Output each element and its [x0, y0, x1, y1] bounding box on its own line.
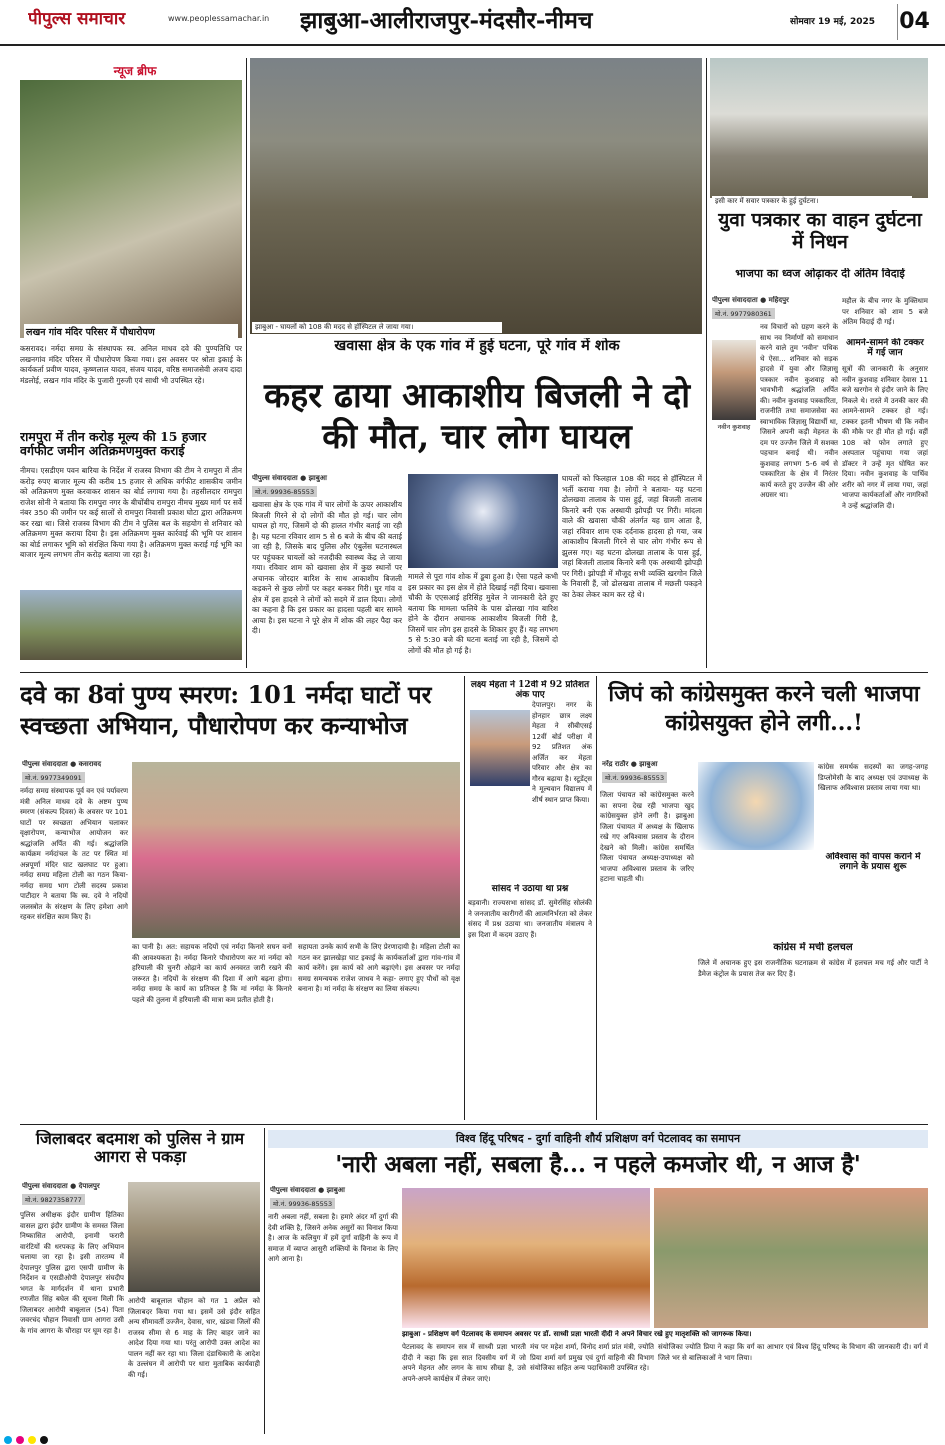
lightning-headline: कहर ढाया आकाशीय बिजली ने दो की मौत, चार लोग घायल: [263, 376, 691, 457]
column-divider: [464, 676, 465, 1120]
section-title: झाबुआ-आलीराजपुर-मंदसौर-नीमच: [300, 7, 593, 34]
rampura-story: नीमच। एसडीएम पवन बारिया के निर्देश में राजस्व विभाग की टीम ने रामपुरा में तीन करोड़ रुपए बाजार मूल्य की करीब 15 हजार से अधिक वर्गफीट शासकीय जमीन को अतिक्रमण मुक्त करवाकर शासन का बोर्ड लगाया गया है। तहसीलदार रामपुरा राजेश सोनी ने बताया कि रामपुरा नगर के बीचोंबीच रामपुरा नीमच मुख्य मार्ग पर सर्वे नंबर 350 की जमीन पर कई सालों से रामपुरा निवासी प्रकाश घोटा द्वारा अतिक्रमण कर रखा था। जिसे राजस्व विभाग की टीम ने पुलिस बल के सहयोग से शनिवार को अतिक्रमण मुक्त कराया दिया है। इस अतिक्रमण मुक्त कार्रवाई की भूमि पर शासन का बोर्ड लगाकर भूमि को संरक्षित किया गया है। अतिक्रमण मुक्त कराई गई भूमि का बाजार मूल्य लगभग तीन करोड़ बताया जा रहा है।: [20, 466, 242, 559]
vhp-banner: विश्व हिंदू परिषद - दुर्गा वाहिनी शौर्य प्रशिक्षण वर्ग पेटलावद का समापन: [268, 1130, 928, 1148]
car-photo-caption: इसी कार में सवार पत्रकार के हुई दुर्घटना।: [712, 196, 912, 207]
mp-question-story: बड़वानी। राज्यसभा सांसद डॉ. सुमेरसिंह सोलंकी ने जनजातीय कारीगरों की आत्मनिर्भरता को लेकर संसद में प्रश्न उठाया था। जनजातीय मंत्रालय ने इस दिशा में कदम उठाए हैं।: [468, 899, 592, 939]
car-accident-photo: [710, 58, 928, 198]
vhp-stage-photo: [402, 1188, 650, 1328]
vhp-mobile: मो.नं. 99936-85553: [270, 1198, 335, 1209]
lightning-col3: घायलों को फिलहाल 108 की मदद से हॉस्पिटल में भर्ती कराया गया है। लोगों ने बताया- यह घटना ढोलखवा तालाब के पास हुई, जहां बिजली तालाब किनारे बनी एक अस्थायी झोपड़ी पर गिरी। मांदला वाले की खवासा चौकी अंतर्गत यह ग्राम आता है, जहां रविवार शाम एक दर्दनाक हादसा हो गया, जब आकाशीय बिजली गिरने से चार लोग गंभीर रूप से झुलस गए। यह घटना ढोलखा तालाब के पास हुई, जहां बिजली तालाब किनारे बनी एक अस्थायी झोपड़ी पर गिरी। झोपड़ी में मौजूद सभी व्यक्ति खरगोन जिले के निवासी हैं, जो ढोलखवा तालाब में मछली पकड़ने का ठेका लेकर काम कर रहे थे।: [562, 474, 702, 599]
lightning-col2: मामले से पूरा गांव शोक में डूबा हुआ है। ऐसा पहले कभी इस प्रकार का इस क्षेत्र में होते दिखाई नहीं दिया। खवासा चौकी के एएसआई हरिसिंह मुवेल ने जानकारी देते हुए बताया कि मामला फलिये के पास ढोलखा गांव बारिश होने के दौरान अचानक आकाशीय बिजली गिरी है, जिसमें चार लोग इस हादसे के शिकार हुए हैं। यह लगभग 5 से 5:30 बजे की घटना बताई जा रही है, जिसमें दो लोगों की मौत हो गई है।: [408, 572, 558, 655]
lightning-byline: पीपुल्स संवाददाता ● झाबुआ: [252, 474, 327, 482]
criminal-story: पुलिस अधीक्षक इंदौर ग्रामीण हितिका वासल द्वारा इंदौर ग्रामीण के समस्त जिला निष्कासित आरोपी, इनामी फरारी वारंटियों की धरपकड़ के लिए अभियान चलाया जा रहा है। इसी तारतम्य में देपालपुर पुलिस द्वारा एसपी ग्रामीण के निर्देशन व एसडीओपी देपालपुर संघदीप भगत के मार्गदर्शन में थाना प्रभारी रणजीत सिंह बघेल की सूचना मिली कि जिलाबदर आरोपी बाबूलाल (54) पिता जवरचंद चौहान निवासी ग्राम आगरा उसी के गांव आगरा के चौराहा पर घूम रहा है।: [20, 1211, 124, 1335]
registration-mark: [28, 1436, 36, 1444]
lightning-col1: खवासा क्षेत्र के एक गांव में चार लोगों के ऊपर आकाशीय बिजली गिरने से दो लोगों की मौत हो गई। चार लोग घायल हो गए, जिसमें दो की हालत गंभीर बताई जा रही है। यह घटना रविवार शाम 5 से 6 बजे के बीच की बताई जा रही है, जिसके बाद पुलिस और एंबुलेंस घटनास्थल पर पहुंचकर घायलों को नजदीकी स्वास्थ्य केंद्र ले जाया गया। रविवार शाम को खवासा क्षेत्र में कुछ स्थानों पर अचानक जोरदार बारिश के साथ आकाशीय बिजली कड़कने से कुछ लोगों पर कहर बनकर गिरी। घुर गांव व क्षेत्र में इस हादसे ने लोगों को सदमे में डाल दिया। लोगों का कहना है कि इस प्रकार का हादसा पहली बार सामने आया है। इस घटना ने पूरे क्षेत्र में शोक की लहर पैदा कर दी।: [252, 500, 402, 635]
congress-col1: जिला पंचायत को कांग्रेसमुक्त करने का सपना देख रही भाजपा खुद कांग्रेसयुक्त होने लगी है। झाबुआ जिला पंचायत में अध्यक्ष के खिलाफ रखे गए अविश्वास प्रस्ताव के दौरान देखने को मिली। कांग्रेस समर्थित जिला पंचायत अध्यक्ष-उपाध्यक्ष को भाजपा अविश्वास प्रस्ताव के जरिए हटाना चाहती थी।: [600, 791, 694, 883]
portrait-caption: नवीन कुशवाह: [717, 423, 751, 431]
masthead: [0, 0, 945, 46]
journalist-subhead: भाजपा का ध्वज ओढ़ाकर दी अंतिम विदाई: [735, 268, 905, 280]
vhp-byline: पीपुल्स संवाददाता ● झाबुआ: [270, 1186, 345, 1194]
vhp-photo-caption: झाबुआ - प्रशिक्षण वर्ग पेटलावद के समापन अवसर पर डॉ. साध्वी प्रज्ञा भारती दीदी ने अपने विचार रखे हुए मातृशक्ति को जागरूक किया।: [402, 1330, 752, 1338]
registration-mark: [4, 1436, 12, 1444]
vhp-col4: संयोजिका ज्योति प्रिया ने कहा कि वर्ग का आभार एवं विश्व हिंदू परिषद के विभाग की जानकारी दी। वर्ग में जिले भर से बालिकाओं ने भाग लिया।: [658, 1343, 928, 1362]
vhp-drill-photo: [654, 1188, 928, 1328]
site-url: www.peoplessamachar.in: [168, 14, 270, 23]
journalist-col2: महौल के बीच नगर के मुक्तिधाम पर शनिवार को शाम 5 बजे अंतिम विदाई दी गई।: [842, 297, 928, 326]
column-divider: [246, 58, 247, 668]
issue-date: सोमवार 19 मई, 2025: [790, 17, 876, 27]
plantation-photo: [20, 80, 242, 338]
collision-subhead: आमने-सामने की टक्कर में गई जान: [846, 338, 924, 359]
cleanliness-mobile: मो.नं. 9977349091: [22, 772, 85, 783]
journalist-mobile: मो.नं. 9977980361: [712, 308, 775, 319]
congress-illustration: [698, 762, 814, 850]
row-divider: [20, 672, 928, 673]
criminal-byline: पीपुल्स संवाददाता ● देपालपुर: [22, 1182, 100, 1190]
rampura-photo: [20, 590, 242, 660]
lightning-mobile: मो.नं. 99936-85553: [252, 486, 317, 497]
registration-mark: [16, 1436, 24, 1444]
lightning-kicker: खवासा क्षेत्र के एक गांव में हुई घटना, पूरे गांव में शोक: [334, 338, 620, 354]
journalist-byline: पीपुल्स संवाददाता ● महिदपुर: [712, 296, 789, 304]
congress-headline: जिपं को कांग्रेसमुक्त करने चली भाजपा कांग्रेसयुक्त होने लगी...!: [608, 681, 920, 736]
registration-mark: [40, 1436, 48, 1444]
congress-col2: कांग्रेस समर्थक सदस्यों का जगह-जगह डिप्लोमेसी के बाद अध्यक्ष एवं उपाध्यक्ष के खिलाफ अविश्वास प्रस्ताव लाया गया था।: [818, 763, 928, 792]
congress-byline: नरेंद्र राठौर ● झाबुआ: [602, 760, 658, 768]
brief-label: न्यूज ब्रीफ: [113, 64, 157, 78]
cleanliness-byline: पीपुल्स संवाददाता ● कसरावद: [22, 760, 102, 768]
rescue-photo: [250, 58, 702, 334]
logo: पीपुल्स समाचार: [28, 9, 126, 29]
rampura-headline: रामपुरा में तीन करोड़ मूल्य की 15 हजार वर्गफीट जमीन अतिक्रमणमुक्त कराई: [20, 430, 207, 459]
plantation-story: कसरावद। नर्मदा समग्र के संस्थापक स्व. अनिल माधव दवे की पुण्यतिथि पर लखनगांव मंदिर परिसर में पौधारोपण किया गया। इस अवसर पर श्रोता इकाई के कार्यकर्ता प्रवीण यादव, कृष्णलाल यादव, संजय यादव, वरिष्ठ समाजसेवी अजय दादा मंडलोई, लखन गांव मंदिर के पुजारी गुरुजी एवं साथी भी उपस्थित रहे।: [20, 344, 242, 385]
vhp-col1: नारी अबला नहीं, सबला है। हमारे अंदर माँ दुर्गा की देवी शक्ति है, जिसने अनेक असुरों का विनाश किया है। आज के कलियुग में हमें दुर्गा वाहिनी के रूप में समाज में व्याप्त आसुरी शक्तियों के विनाश के लिए आगे आना है।: [268, 1213, 398, 1263]
news-brief: [20, 58, 242, 646]
cleanliness-col1: नर्मदा समग्र संस्थापक पूर्व वन एवं पर्यावरण मंत्री अनिल माधव दवे के अष्टम पुण्य स्मरण (संकल्प दिवस) के अवसर पर 101 घाटों पर स्वच्छता अभियान चलाकर वृक्षारोपण, कन्याभोज आयोजन कर श्रद्धांजलि अर्पित की गई। श्रद्धांजलि कार्यक्रम नर्मदांचल के तट पर स्थित मां अन्नपूर्णा मंदिर घाट खलघाट पर हुआ। नर्मदा समग्र महिला टोली का गठन किया-नर्मदा समग्र भाग टोली सदस्य प्रकाश पाटीदार ने बताया कि स्व. दवे ने नदियों जलस्त्रोत के संरक्षण के लिए हमेशा आगे रहकर संरक्षित काम किए हैं।: [20, 787, 128, 921]
vhp-col3: मंच पर महेश शर्मा, विनोद शर्मा प्रांत मंत्री, ज्योति प्रिया शर्मा वर्ग प्रमुख एवं दुर्गा वाहिनी की विभाग संयोजिका सहित अन्य पदाधिकारी उपस्थित रहे।: [530, 1343, 654, 1372]
cleanliness-headline: दवे का 8वां पुण्य स्मरण: 101 नर्मदा घाटों पर स्वच्छता अभियान, पौधारोपण कर कन्याभोज: [20, 680, 432, 740]
criminal-headline: जिलाबदर बदमाश को पुलिस ने ग्राम आगरा से पकड़ा: [35, 1130, 245, 1167]
criminal-story-2: आरोपी बाबूलाल चौहान को गत 1 अप्रैल को जिलाबदर किया गया था। इसमें उसे इंदौर सहित अन्य सीमावर्ती उज्जैन, देवास, धार, खंडवा जिलों की राजस्व सीमा से 6 माह के लिए बाहर जाने का आदेश दिया गया था। परंतु आरोपी उक्त आदेश का पालन नहीं कर रहा था। जिला दंडाधिकारी के आदेश के उल्लंघन में आरोपी पर धारा मुताबिक कार्यवाही की गई।: [128, 1297, 260, 1379]
page-number: 04: [897, 4, 931, 40]
group-photo: [132, 762, 460, 938]
column-divider: [596, 676, 597, 1120]
column-divider: [706, 58, 707, 668]
journalist-headline: युवा पत्रकार का वाहन दुर्घटना में निधन: [718, 210, 922, 253]
cleanliness-col2: का पानी है। अत: सहायक नदियों एवं नर्मदा किनारे सघन वनों की आवश्यकता है। नर्मदा किनारे पौधारोपण कर मां नर्मदा को हरियाली की चुनरी ओढ़ाने का कार्य अनवरत जारी रखने की जरूरत है। नदियों के संरक्षण की दिशा में आगे बढ़ना होगा। नर्मदा समग्र के कार्य का प्रतिफल है कि मां नर्मदा के किनारे पहले की तुलना में हरियाली की मात्रा कम प्रतीत होती है।: [132, 943, 292, 1004]
student-title: लक्ष्य मेहता ने 12वीं में 92 प्रतिशत अंक पाए: [470, 680, 590, 701]
vhp-col2: पेटलावद के समापन सत्र में साध्वी प्रज्ञा भारती दीदी ने कहा कि इस सात दिवसीय वर्ग में जो अपने मेहनत और लगन के साथ सीखा है, उसे अपने-अपने कार्यक्षेत्र में लेकर जाएं।: [402, 1343, 526, 1383]
row-divider: [20, 1124, 928, 1125]
student-story: देपालपुर। नगर के होनहार छात्र लक्ष्य मेहता ने सीबीएसई 12वीं बोर्ड परीक्षा में 92 प्रतिशत अंक अर्जित कर मेहता परिवार और क्षेत्र का गौरव बढ़ाया है। स्टूडेंट्स ने मूल्यवान विद्यालय में शीर्ष स्थान प्राप्त किया।: [532, 701, 592, 804]
journalist-portrait: [712, 340, 756, 420]
lightning-graphic: [408, 474, 558, 568]
plantation-caption: लखन गांव मंदिर परिसर में पौधारोपण: [24, 324, 238, 339]
congress-subhead: अविश्वास को वापस कराने में लगाने के प्रयास शुरू: [825, 852, 921, 873]
journalist-col1: नव विचारों को ग्रहण करने के साथ नव निर्माणों को समाधान करने वाले तुम 'नवीन' पथिक थे ऐसा... शनिवार को सड़क हादसे में युवा और जिज्ञासु पत्रकार नवीन कुशवाह को भावभीनी श्रद्धांजलि अर्पित की। नवीन कुशवाह पत्रकारिता, राजनीति तथा समाजसेवा का स्वाभाविक जिज्ञासु विद्यार्थी था, जिसने अपनी कड़ी मेहनत के दम पर उज्जैन जिले में सशक्त पहचान बनाई थी। नवीन कुशवाह लगभग 5-6 वर्ष से पत्रकारिता के क्षेत्र में निरंतर कार्य करते हुए उज्जैन की ओर अग्रसर था।: [760, 323, 838, 499]
mp-question-subhead: सांसद ने उठाया था प्रश्न: [491, 884, 569, 894]
congress-subhead-2: कांग्रेस में मची हलचल: [773, 942, 853, 953]
column-divider: [264, 1128, 265, 1434]
vhp-headline: 'नारी अबला नहीं, सबला है... न पहले कमजोर थी, न आज है': [335, 1152, 861, 1178]
congress-mobile: मो.नं. 99936-85553: [602, 772, 667, 783]
journalist-col2b: सूत्रों की जानकारी के अनुसार नवीन कुशवाह शनिवार देवास 11 बजे खरगोन से इंदौर जाने के लिए निकले थे। रास्ते में उनकी कार की आमने-सामने टक्कर हो गई। टक्कर इतनी भीषण थी कि नवीन की मौके पर ही मौत हो गई। वहीं 108 को फोन लगाते हुए अस्पताल पहुंचाया गया जहां डॉक्टर ने उन्हें मृत घोषित कर दिया। नवीन कुशवाह के पार्थिव शरीर को नगर में लाया गया, जहां भाजपा कार्यकर्ताओं और नागरिकों ने उन्हें श्रद्धांजलि दी।: [842, 365, 928, 510]
cleanliness-col3: सहायता उनके कार्य सभी के लिए प्रेरणादायी है। महिला टोली का गठन कर झालखेड़ा घाट इकाई के कार्यकर्ताओं द्वारा गांव-गांव में कार्य करेंगे। इस कार्य को आगे बढ़ाएंगे। इस अवसर पर नर्मदा समग्र समन्वयक राजेश जाधव ने कहा- लगाए हुए पौधों को वृक्ष बनाना है। मां नर्मदा के संरक्षण का लिया संकल्प।: [298, 943, 460, 993]
criminal-mobile: मो.नं. 9827358777: [22, 1194, 85, 1205]
congress-col3: जिले में अचानक हुए इस राजनीतिक घटनाक्रम से कांग्रेस में हलचल मच गई और पार्टी ने डैमेज कंट्रोल के प्रयास तेज कर दिए हैं।: [698, 959, 928, 978]
arrest-photo: [128, 1182, 260, 1292]
rescue-photo-caption: झाबुआ - घायलों को 108 की मदद से हॉस्पिटल ले जाया गया।: [252, 322, 502, 333]
